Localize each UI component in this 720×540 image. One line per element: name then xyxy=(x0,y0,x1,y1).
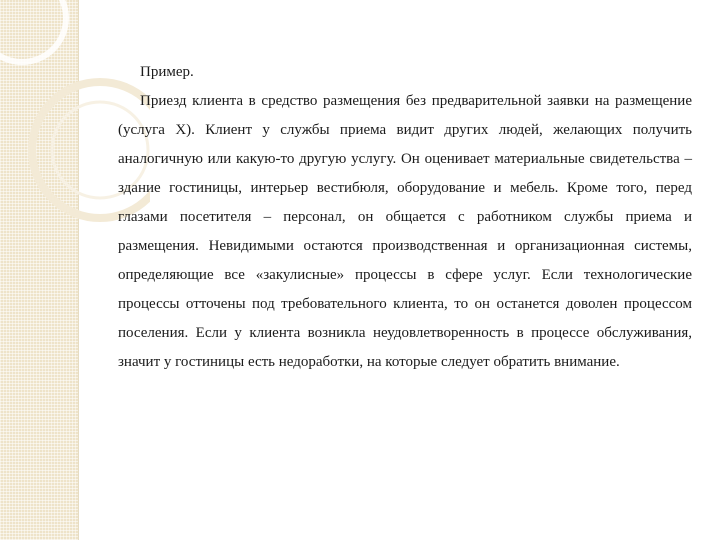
decorative-side-strip xyxy=(0,0,79,540)
slide-content xyxy=(118,58,692,377)
slide-body-text: Приезд клиента в средство размещения без предварительной заявки на размещение (услуга X). Клиент у службы приема видит других людей, желающих получить аналогичную или какую-то другую услугу. Он оценивает материальные свидетельства – здание гостиницы, интерьер вестибюля, оборудование и мебель. Кроме того, перед глазами посетителя – персонал, он общается с работником службы приема и размещения. Невидимыми остаются производственная и организационная системы, определяющие все «закулисные» процессы в сфере услуг. Если технологические процессы отточены под требовательного клиента, то он останется доволен процессом поселения. Если у клиента возникла неудовлетворенность в процессе обслуживания, значит у гостиницы есть недоработки, на которые следует обратить внимание. xyxy=(118,93,692,370)
slide-heading: Пример. xyxy=(140,64,194,80)
